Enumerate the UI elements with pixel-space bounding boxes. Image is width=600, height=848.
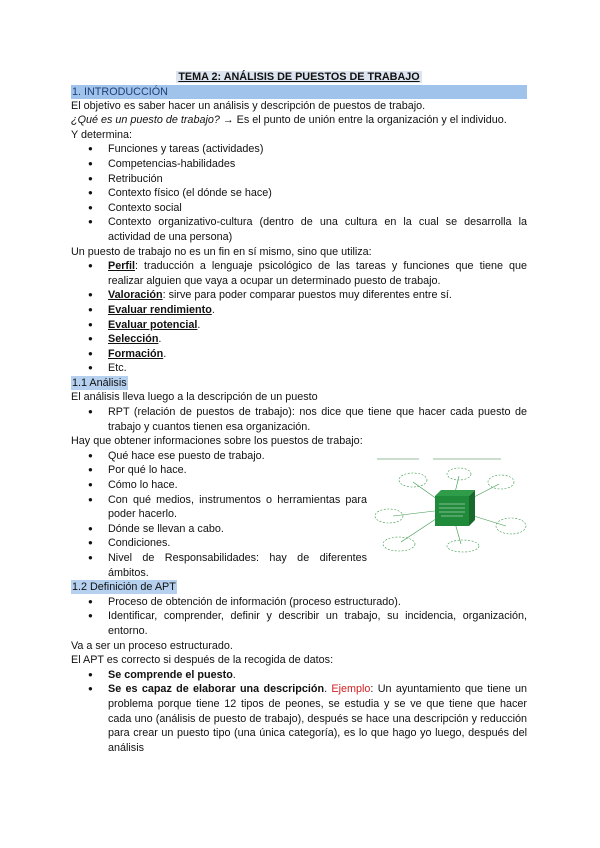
list-item: ● Etc. [71,361,527,376]
document-title: TEMA 2: ANÁLISIS DE PUESTOS DE TRABAJO [178,71,420,83]
list-item: ● Contexto organizativo-cultura (dentro de una cultura en la cual se desarrolla la actividad de una persona) [71,215,527,244]
bullet-list-apt [71,668,527,756]
list-item: ● Proceso de obtención de información (proceso estructurado). [71,595,527,610]
list-item: ● Se es capaz de elaborar una descripción. Ejemplo: Un ayuntamiento que tiene un problema porque tiene 12 tipos de peones, se estudia y se ve que tiene que hacer cada uno (análisis de puesto de trabajo), después se hace una descripción y reducción para crear un puesto tipo (una única categoría), es lo que hago yo luego, después del análisis [71,682,527,755]
bullet-list-determina [71,142,527,244]
paragraph: Y determina: [71,128,133,141]
bullet-list-rpt [71,405,527,434]
list-item: ● Formación. [71,347,527,362]
list-item: ● Evaluar potencial. [71,318,527,333]
paragraph: Va a ser un proceso estructurado. [71,639,233,652]
list-item: ● Nivel de Responsabilidades: hay de diferentes ámbitos. [71,551,367,580]
document-page [71,70,527,755]
list-item: ● Competencias-habilidades [71,157,527,172]
paragraph: Un puesto de trabajo no es un fin en sí mismo, sino que utiliza: [71,245,372,258]
list-item: ● RPT (relación de puestos de trabajo): nos dice que tiene que hacer cada puesto de trabajo y cuantos tienen esa organización. [71,405,527,434]
section-heading-definicion: 1.2 Definición de APT [72,581,176,594]
paragraph: El análisis lleva luego a la descripción de un puesto [71,391,318,404]
list-item: ● Perfil: traducción a lenguaje psicológico de las tareas y funciones que tiene que realizar alguien que vaya a ocupar un determinado puesto de trabajo. [71,259,527,288]
list-item: ● Se comprende el puesto. [71,668,527,683]
section-heading-analisis: 1.1 Análisis [72,376,127,389]
paragraph: Hay que obtener informaciones sobre los puestos de trabajo: [71,435,363,448]
list-item: ● Por qué lo hace. [71,463,367,478]
bullet-list-utiliza [71,259,527,376]
job-analysis-diagram [371,454,531,554]
list-item: ● Condiciones. [71,536,367,551]
paragraph: El objetivo es saber hacer un análisis y descripción de puestos de trabajo. [71,99,426,112]
list-item: ● Qué hace ese puesto de trabajo. [71,449,367,464]
list-item: ● Evaluar rendimiento. [71,303,527,318]
list-item: ● Con qué medios, instrumentos o herramientas para poder hacerlo. [71,493,367,522]
list-item: ● Contexto físico (el dónde se hace) [71,186,527,201]
list-item: ● Contexto social [71,201,527,216]
list-item: ● Funciones y tareas (actividades) [71,142,527,157]
question-line: ¿Qué es un puesto de trabajo? → Es el punto de unión entre la organización y el individuo. [71,114,507,127]
list-item: ● Cómo lo hace. [71,478,367,493]
bullet-list-definicion [71,595,527,639]
list-item: ● Identificar, comprender, definir y describir un trabajo, su incidencia, organización, entorno. [71,609,527,638]
list-item: ● Retribución [71,172,527,187]
section-heading-introduccion: 1. INTRODUCCIÓN [71,85,527,99]
list-item: ● Dónde se llevan a cabo. [71,522,367,537]
paragraph: El APT es correcto si después de la recogida de datos: [71,654,334,667]
job-cube-icon [435,490,475,526]
list-item: ● Valoración: sirve para poder comparar puestos muy diferentes entre sí. [71,288,527,303]
list-item: ● Selección. [71,332,527,347]
